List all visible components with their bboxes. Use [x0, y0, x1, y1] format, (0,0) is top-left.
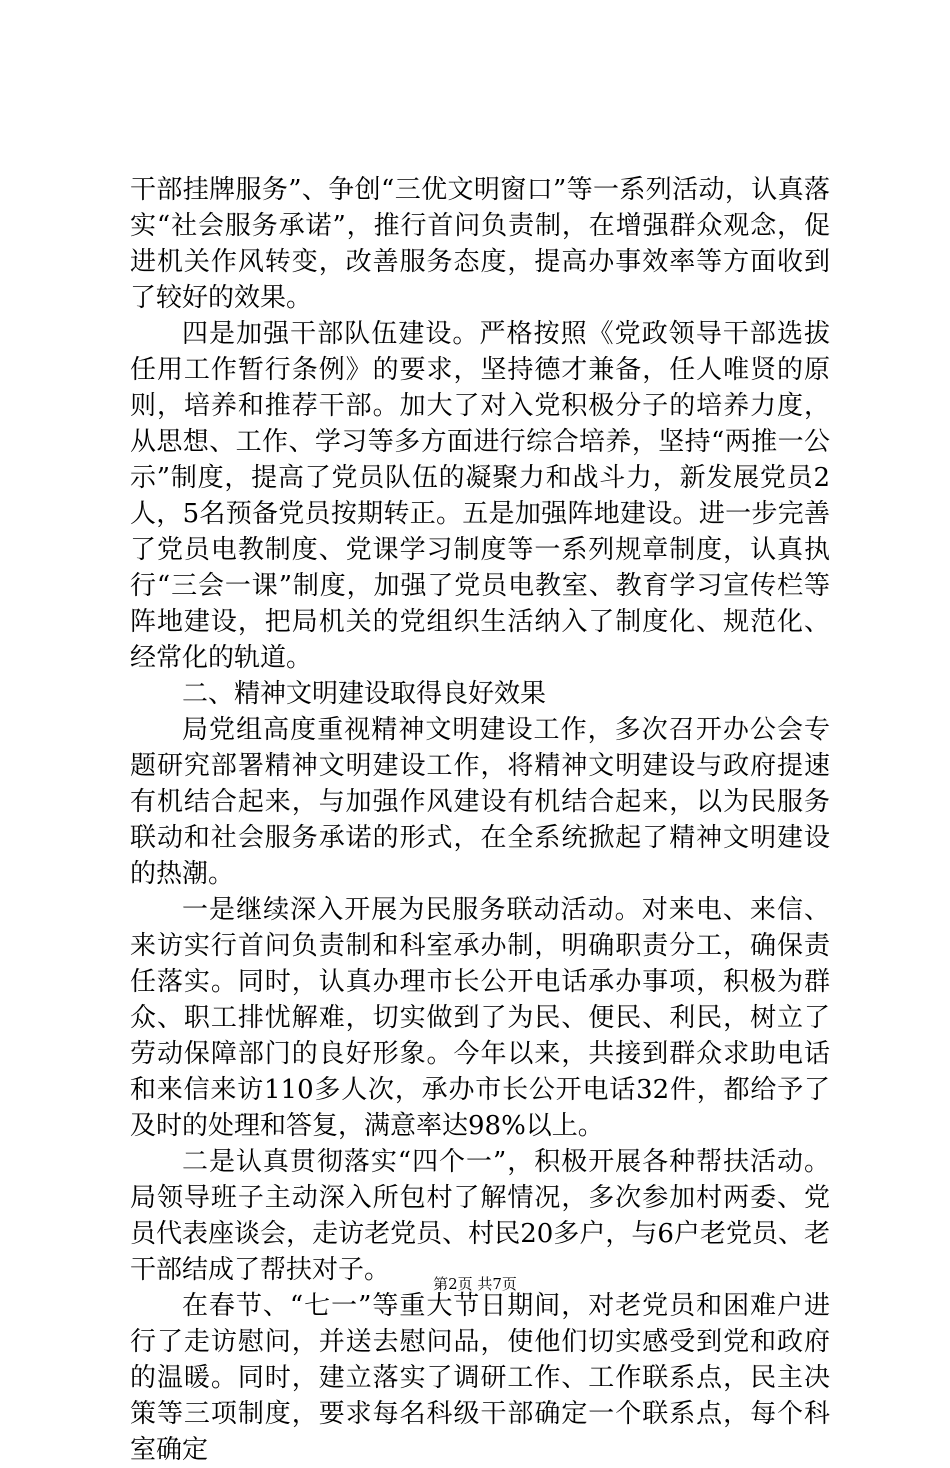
- page-footer: 第2页 共7页: [433, 1275, 517, 1293]
- section-heading: 二、精神文明建设取得良好效果: [182, 679, 547, 709]
- paragraph-2: 四是加强干部队伍建设。严格按照《党政领导干部选拔任用工作暂行条例》的要求，坚持德才兼备，任人唯贤的原则，培养和推荐干部。加大了对入党积极分子的培养力度，从思想、工作、学习等多方面进行综合培养，坚持“两推一公示”制度，提高了党员队伍的凝聚力和战斗力，新发展党员2人，5名预备党员按期转正。五是加强阵地建设。进一步完善了党员电教制度、党课学习制度等一系列规章制度，认真执行“三会一课”制度，加强了党员电教室、教育学习宣传栏等阵地建设，把局机关的党组织生活纳入了制度化、规范化、经常化的轨道。: [130, 319, 830, 673]
- paragraph-3: 局党组高度重视精神文明建设工作，多次召开办公会专题研究部署精神文明建设工作，将精神文明建设与政府提速有机结合起来，与加强作风建设有机结合起来，以为民服务联动和社会服务承诺的形式，在全系统掀起了精神文明建设的热潮。: [130, 715, 830, 889]
- paragraph-5: 二是认真贯彻落实“四个一”，积极开展各种帮扶活动。局领导班子主动深入所包村了解情况，多次参加村两委、党员代表座谈会，走访老党员、村民20多户，与6户老党员、老干部结成了帮扶对子。: [130, 1147, 830, 1285]
- paragraph-6: 在春节、“七一”等重大节日期间，对老党员和困难户进行了走访慰问，并送去慰问品，使他们切实感受到党和政府的温暖。同时，建立落实了调研工作、工作联系点，民主决策等三项制度，要求每名科级干部确定一个联系点，每个科室确定: [130, 1291, 830, 1465]
- paragraph-1: 干部挂牌服务”、争创“三优文明窗口”等一系列活动，认真落实“社会服务承诺”，推行首问负责制，在增强群众观念，促进机关作风转变，改善服务态度，提高办事效率等方面收到了较好的效果。: [130, 175, 830, 313]
- paragraph-4: 一是继续深入开展为民服务联动活动。对来电、来信、来访实行首问负责制和科室承办制，明确职责分工，确保责任落实。同时，认真办理市长公开电话承办事项，积极为群众、职工排忧解难，切实做到了为民、便民、利民，树立了劳动保障部门的良好形象。今年以来，共接到群众求助电话和来信来访110多人次，承办市长公开电话32件，都给予了及时的处理和答复，满意率达98%以上。: [130, 895, 830, 1141]
